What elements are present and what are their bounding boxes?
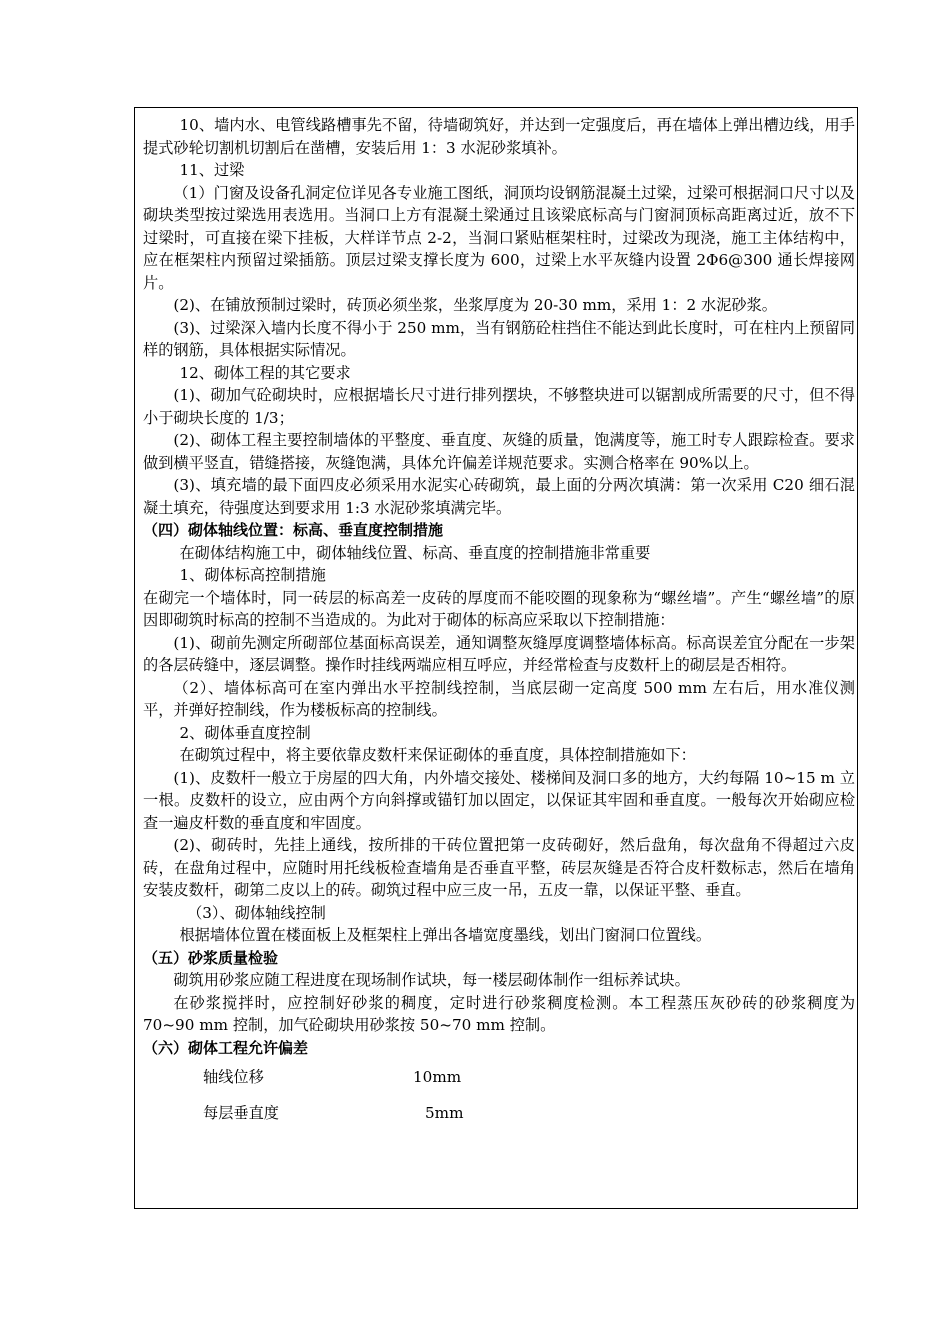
document-body (143, 114, 855, 1131)
paragraph: (1)、砌前先测定所砌部位基面标高误差，通知调整灰缝厚度调整墙体标高。标高误差宜分配在一步架的各层砖缝中，逐层调整。操作时挂线两端应相互呼应，并经常检查与皮数杆上的砌层是否相符。 (143, 633, 855, 674)
paragraph: (2)、砌砖时，先挂上通线，按所排的干砖位置把第一皮砖砌好，然后盘角，每次盘角不得超过六皮砖，在盘角过程中，应随时用托线板检查墙角是否垂直平整，砖层灰缝是否符合皮杆数标志，然后在墙角安装皮数杆，砌第二皮以上的砖。砌筑过程中应三皮一吊，五皮一靠，以保证平整、垂直。 (143, 836, 855, 899)
section-title: 2、砌体垂直度控制 (179, 723, 311, 742)
paragraph: （2）、墙体标高可在室内弹出水平控制线控制，当底层砌一定高度 500 mm 左右后，用水准仪测平，并弹好控制线，作为楼板标高的控制线。 (143, 678, 855, 719)
paragraph: 在砌体结构施工中，砌体轴线位置、标高、垂直度的控制措施非常重要 (179, 543, 651, 562)
paragraph: 砌筑用砂浆应随工程进度在现场制作试块，每一楼层砌体制作一组标养试块。 (173, 971, 690, 989)
paragraph: 根据墙体位置在楼面板上及框架柱上弹出各墙宽度墨线，划出门窗洞口位置线。 (179, 926, 712, 944)
paragraph: (3)、过梁深入墙内长度不得小于 250 mm，当有钢筋砼柱挡住不能达到此长度时，可在柱内上预留同样的钢筋，具体根据实际情况。 (143, 318, 855, 359)
tolerance-value: 10mm (413, 1067, 462, 1086)
paragraph: 在砌完一个墙体时，同一砖层的标高差一皮砖的厚度而不能咬圈的现象称为“螺丝墙”。产生“螺丝墙”的原因即砌筑时标高的控制不当造成的。为此对于砌体的标高应采取以下控制措施： (143, 588, 855, 629)
paragraph: 在砌筑过程中，将主要依靠皮数杆来保证砌体的垂直度，具体控制措施如下： (179, 746, 696, 764)
paragraph: （1）门窗及设备孔洞定位详见各专业施工图纸，洞顶均设钢筋混凝土过梁，过梁可根据洞口尺寸以及砌块类型按过梁选用表选用。当洞口上方有混凝土梁通过且该梁底标高与门窗洞顶标高距离过近，放不下过梁时，可直接在梁下挂板，大样详节点 2-2，当洞口紧贴框架柱时，过梁改为现浇，施工主体结构中，应在框架柱内预留过梁插筋。顶层过梁支撑长度为 600，过梁上水平灰缝内设置 2Φ6@300 通长焊接网片。 (143, 183, 855, 292)
heading-4: （四）砌体轴线位置：标高、垂直度控制措施 (143, 521, 444, 539)
section-title: 12、砌体工程的其它要求 (179, 363, 351, 382)
tolerance-row (143, 1059, 855, 1095)
heading-6: （六）砌体工程允许偏差 (143, 1038, 309, 1057)
tolerance-value: 5mm (425, 1103, 464, 1122)
paragraph: 10、墙内水、电管线路槽事先不留，待墙砌筑好，并达到一定强度后，再在墙体上弹出槽边线，用手提式砂轮切割机切割后在凿槽，安装后用 1：3 水泥砂浆填补。 (143, 116, 855, 157)
section-title: （3）、砌体轴线控制 (187, 903, 326, 922)
paragraph: (3)、填充墙的最下面四皮必须采用水泥实心砖砌筑，最上面的分两次填满：第一次采用 C20 细石混凝土填充，待强度达到要求用 1:3 水泥砂浆填满完毕。 (143, 476, 855, 517)
heading-5: （五）砂浆质量检验 (143, 948, 279, 967)
paragraph: 在砂浆搅拌时，应控制好砂浆的稠度，定时进行砂浆稠度检测。本工程蒸压灰砂砖的砂浆稠度为 70~90 mm 控制，加气砼砌块用砂浆按 50~70 mm 控制。 (143, 993, 855, 1034)
tolerance-label: 每层垂直度 (203, 1103, 279, 1122)
section-title: 1、砌体标高控制措施 (179, 566, 326, 584)
tolerance-row (143, 1095, 855, 1131)
tolerance-label: 轴线位移 (203, 1067, 264, 1086)
section-title: 11、过梁 (179, 161, 245, 179)
paragraph: (2)、砌体工程主要控制墙体的平整度、垂直度、灰缝的质量，饱满度等，施工时专人跟踪检查。要求做到横平竖直，错缝搭接，灰缝饱满，具体允许偏差详规范要求。实测合格率在 90%以上。 (143, 431, 855, 472)
paragraph: (1)、皮数杆一般立于房屋的四大角，内外墙交接处、楼梯间及洞口多的地方，大约每隔 10~15 m 立一根。皮数杆的设立，应由两个方向斜撑或锚钉加以固定，以保证其牢固和垂直度。一般每次开始砌应检查一遍皮杆数的垂直度和牢固度。 (143, 768, 855, 832)
paragraph: (1)、砌加气砼砌块时，应根据墙长尺寸进行排列摆块，不够整块进可以锯割成所需要的尺寸，但不得小于砌块长度的 1/3； (143, 386, 855, 427)
paragraph: (2)、在铺放预制过梁时，砖顶必须坐浆，坐浆厚度为 20-30 mm，采用 1：2 水泥砂浆。 (173, 296, 777, 314)
